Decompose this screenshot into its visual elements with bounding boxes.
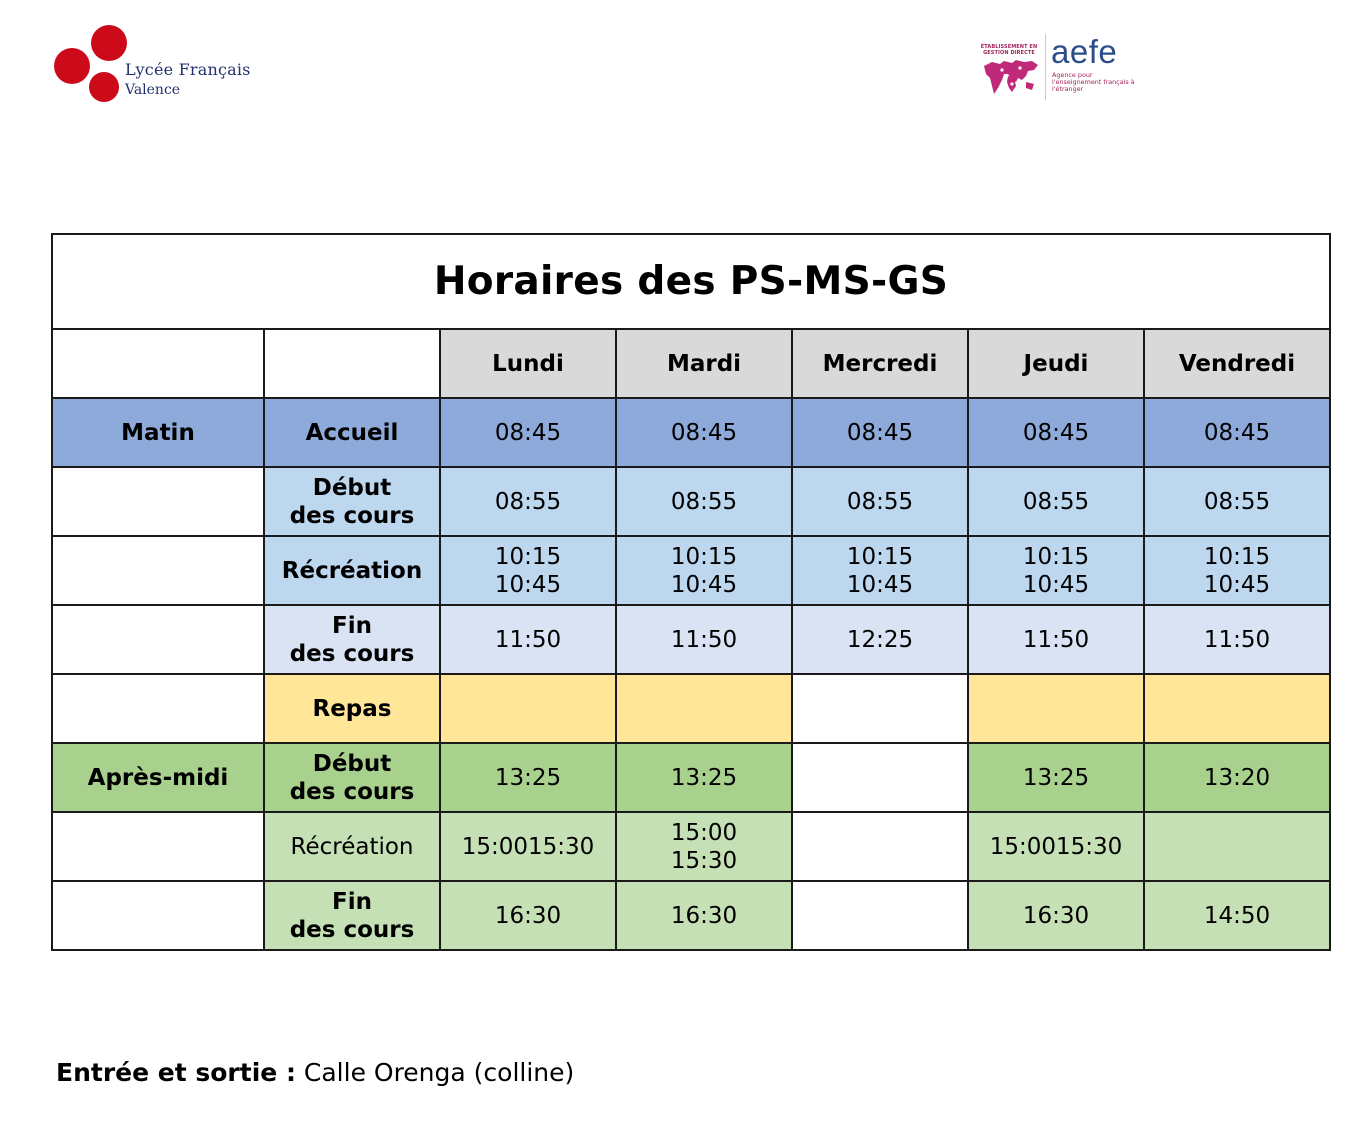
aefe-status-text: ÉTABLISSEMENT EN GESTION DIRECTE — [980, 44, 1038, 56]
time-value: 15:0015:30 — [461, 833, 595, 860]
row-label-line: Accueil — [305, 419, 399, 446]
red-dots-icon — [52, 22, 132, 106]
time-cell — [616, 743, 792, 812]
section-empty-cell — [52, 812, 264, 881]
time-cell — [616, 881, 792, 950]
time-value: 16:30 — [1022, 902, 1090, 929]
corner-cell — [52, 329, 264, 398]
day-header-row — [52, 329, 1330, 398]
time-cell — [616, 398, 792, 467]
time-cell — [968, 743, 1144, 812]
time-cell — [968, 467, 1144, 536]
day-header: Mardi — [616, 329, 792, 398]
time-value: 10:45 — [846, 571, 914, 598]
corner-cell — [264, 329, 440, 398]
school-name: Lycée Français — [125, 60, 251, 79]
schedule-row — [52, 605, 1330, 674]
time-cell — [440, 674, 616, 743]
time-cell — [616, 674, 792, 743]
time-cell — [792, 743, 968, 812]
row-label — [264, 812, 440, 881]
schedule-row — [52, 743, 1330, 812]
section-empty-cell — [52, 467, 264, 536]
time-cell — [792, 605, 968, 674]
time-value: 08:55 — [1022, 488, 1090, 515]
row-label-line: des cours — [289, 640, 415, 667]
time-cell — [792, 812, 968, 881]
row-label — [264, 398, 440, 467]
time-value: 13:20 — [1203, 764, 1271, 791]
time-value: 10:45 — [1203, 571, 1271, 598]
row-label — [264, 536, 440, 605]
row-label — [264, 881, 440, 950]
time-cell — [792, 674, 968, 743]
row-label-line: Fin — [332, 612, 372, 639]
time-value: 10:15 — [846, 543, 914, 570]
time-value: 08:45 — [846, 419, 914, 446]
row-label-line: Début — [312, 750, 392, 777]
time-value: 10:45 — [1022, 571, 1090, 598]
time-cell — [1144, 605, 1330, 674]
time-value: 08:55 — [846, 488, 914, 515]
time-cell — [968, 881, 1144, 950]
time-value: 16:30 — [670, 902, 738, 929]
time-value: 13:25 — [494, 764, 562, 791]
day-header: Lundi — [440, 329, 616, 398]
time-cell — [792, 398, 968, 467]
school-logo — [52, 22, 272, 106]
entrance-note — [56, 1058, 574, 1087]
time-cell — [1144, 467, 1330, 536]
schedule-row — [52, 536, 1330, 605]
row-label — [264, 743, 440, 812]
time-value: 15:0015:30 — [989, 833, 1123, 860]
time-cell — [616, 605, 792, 674]
row-label-line: des cours — [289, 778, 415, 805]
schedule-row — [52, 674, 1330, 743]
aefe-wordmark: aefe — [1051, 33, 1118, 70]
row-label-line: Repas — [312, 695, 392, 722]
time-value: 08:45 — [670, 419, 738, 446]
time-cell — [1144, 398, 1330, 467]
time-cell — [440, 743, 616, 812]
time-value: 11:50 — [1022, 626, 1090, 653]
row-label — [264, 605, 440, 674]
time-cell — [440, 881, 616, 950]
section-empty-cell — [52, 881, 264, 950]
entrance-label: Entrée et sortie : — [56, 1058, 296, 1087]
time-cell — [616, 536, 792, 605]
time-value: 08:55 — [494, 488, 562, 515]
time-value: 15:00 — [670, 819, 738, 846]
row-label — [264, 467, 440, 536]
time-value: 12:25 — [846, 626, 914, 653]
time-value: 08:55 — [1203, 488, 1271, 515]
time-cell — [440, 536, 616, 605]
table-title: Horaires des PS-MS-GS — [52, 234, 1330, 329]
schedule-table — [51, 233, 1331, 951]
time-value: 11:50 — [670, 626, 738, 653]
time-value: 10:15 — [494, 543, 562, 570]
time-value: 15:30 — [670, 847, 738, 874]
section-empty-cell — [52, 605, 264, 674]
aefe-subtitle: Agence pour l'enseignement français à l'étranger — [1052, 71, 1135, 94]
day-header: Mercredi — [792, 329, 968, 398]
time-value: 10:45 — [670, 571, 738, 598]
schedule-row — [52, 467, 1330, 536]
time-cell — [968, 605, 1144, 674]
time-value: 13:25 — [1022, 764, 1090, 791]
section-label: Matin — [52, 398, 264, 467]
time-cell — [968, 812, 1144, 881]
row-label-line: des cours — [289, 502, 415, 529]
section-label: Après-midi — [52, 743, 264, 812]
time-value: 10:15 — [1022, 543, 1090, 570]
time-value: 10:15 — [1203, 543, 1271, 570]
time-cell — [968, 674, 1144, 743]
time-value: 11:50 — [1203, 626, 1271, 653]
schedule-row — [52, 398, 1330, 467]
entrance-value: Calle Orenga (colline) — [295, 1058, 575, 1087]
aefe-logo — [978, 32, 1138, 102]
row-label-line: Récréation — [290, 833, 414, 860]
section-empty-cell — [52, 674, 264, 743]
school-city: Valence — [125, 82, 181, 98]
time-value: 08:45 — [1203, 419, 1271, 446]
row-label-line: Fin — [332, 888, 372, 915]
time-cell — [792, 536, 968, 605]
time-cell — [1144, 743, 1330, 812]
time-cell — [968, 398, 1144, 467]
time-value: 13:25 — [670, 764, 738, 791]
time-cell — [440, 812, 616, 881]
row-label-line: Récréation — [281, 557, 423, 584]
time-cell — [968, 536, 1144, 605]
schedule-row — [52, 812, 1330, 881]
time-cell — [1144, 674, 1330, 743]
time-cell — [440, 398, 616, 467]
time-value: 08:45 — [494, 419, 562, 446]
time-cell — [792, 881, 968, 950]
aefe-divider — [1045, 34, 1046, 100]
time-cell — [440, 605, 616, 674]
time-value: 10:45 — [494, 571, 562, 598]
time-cell — [1144, 881, 1330, 950]
world-map-icon — [982, 58, 1040, 96]
time-value: 14:50 — [1203, 902, 1271, 929]
time-cell — [792, 467, 968, 536]
row-label — [264, 674, 440, 743]
time-cell — [1144, 536, 1330, 605]
day-header: Jeudi — [968, 329, 1144, 398]
time-cell — [440, 467, 616, 536]
row-label-line: des cours — [289, 916, 415, 943]
time-cell — [616, 467, 792, 536]
section-empty-cell — [52, 536, 264, 605]
time-value: 16:30 — [494, 902, 562, 929]
time-value: 11:50 — [494, 626, 562, 653]
time-value: 10:15 — [670, 543, 738, 570]
day-header: Vendredi — [1144, 329, 1330, 398]
schedule-row — [52, 881, 1330, 950]
time-cell — [1144, 812, 1330, 881]
time-cell — [616, 812, 792, 881]
time-value: 08:55 — [670, 488, 738, 515]
time-value: 08:45 — [1022, 419, 1090, 446]
row-label-line: Début — [312, 474, 392, 501]
